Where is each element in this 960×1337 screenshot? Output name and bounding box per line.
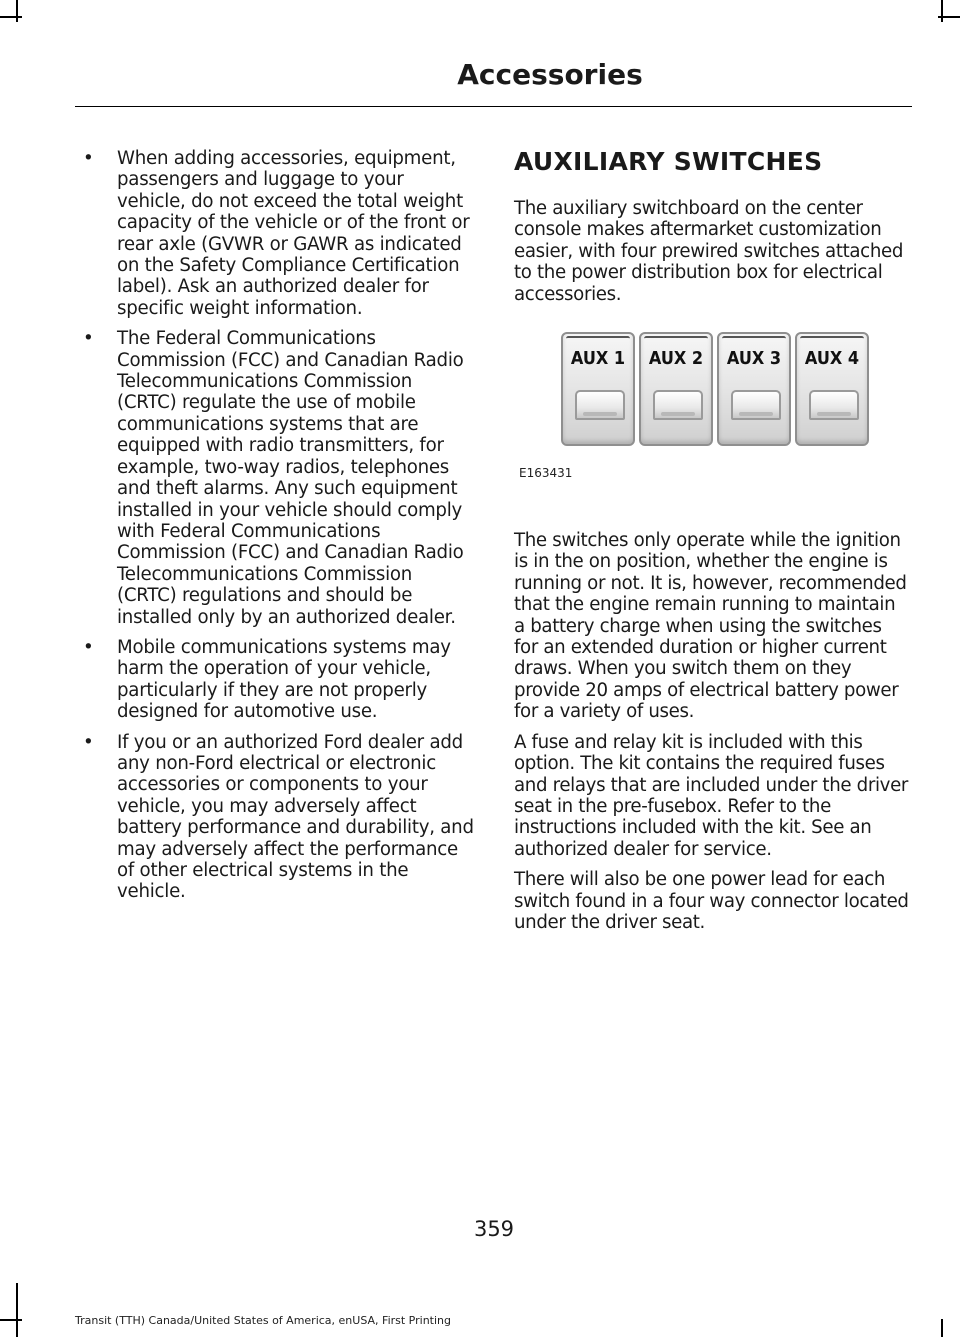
bullet-item [62,732,476,903]
aux-switch-4 [795,332,869,446]
rocker-icon [575,390,625,420]
bullet-item [62,148,476,319]
body-paragraph: There will also be one power lead for each switch found in a four way connector located under the driver seat. [514,869,909,933]
crop-mark-bottom-right-v [941,1319,943,1337]
bullet-list [62,148,476,903]
page-number: 359 [473,1217,515,1241]
bullet-dot: • [83,731,94,753]
crop-mark-top-left-h [0,16,22,18]
crop-mark-bottom-left-h [0,1319,22,1321]
crop-mark-top-right-h [938,16,960,18]
bullet-item [62,637,476,723]
page-header-title: Accessories [457,58,643,91]
left-column [62,148,476,912]
crop-mark-bottom-left-v [16,1283,18,1337]
switch-row [561,332,873,450]
crop-mark-top-left-v [16,0,18,22]
switch-label: AUX 3 [726,349,782,370]
figure-id: E163431 [519,466,573,481]
intro-paragraph: The auxiliary switchboard on the center console makes aftermarket customization easier, with four prewired switches attached to the power distribution box for electrical accessories. [514,198,904,305]
aux-switch-2 [639,332,713,446]
section-title: AUXILIARY SWITCHES [514,147,823,176]
aux-switch-3 [717,332,791,446]
bullet-text: The Federal Communications Commission (FCC) and Canadian Radio Telecommunications Commission (CRTC) regulate the use of mobile communications systems that are equipped with radio transmitters, for example, two-way radios, telephones and theft alarms. Any such equipment installed in your vehicle should comply with Federal Communications Commission (FCC) and Canadian Radio Telecommunications Commission (CRTC) regulations and should be installed only by an authorized dealer. [117,328,464,628]
bullet-dot: • [83,148,94,169]
rocker-icon [731,390,781,420]
switch-label: AUX 2 [648,349,704,370]
aux-switch-1 [561,332,635,446]
body-paragraph: A fuse and relay kit is included with this option. The kit contains the required fuses and relays that are included under the driver seat in the pre-fusebox. Refer to the instructions included with the kit. See an authorized dealer for service. [514,731,909,860]
bullet-text: Mobile communications systems may harm the operation of your vehicle, particularly if they are not properly designed for automotive use. [117,636,451,723]
crop-mark-top-right-v [941,0,943,22]
bullet-dot: • [83,328,94,350]
bullet-dot: • [83,636,94,658]
aux-switches-figure [514,322,910,520]
bullet-text: If you or an authorized Ford dealer add any non-Ford electrical or electronic accessories or components to your vehicle, you may adversely affect battery performance and durability, and may adversely affect the performance of other electrical systems in the vehicle. [117,731,474,903]
bullet-item [62,328,476,628]
body-paragraph: The switches only operate while the ignition is in the on position, whether the engine is running or not. It is, however, recommended that the engine remain running to maintain a battery charge when using the switches for an extended duration or higher current draws. When you switch them on they provide 20 amps of electrical battery power for a variety of uses. [514,530,907,723]
rocker-icon [809,390,859,420]
rocker-icon [653,390,703,420]
switch-label: AUX 4 [804,349,860,370]
bullet-text: When adding accessories, equipment, passengers and luggage to your vehicle, do not exceed the total weight capacity of the vehicle or of the front or rear axle (GVWR or GAWR as indicated on the Safety Compliance Certification label). Ask an authorized dealer for specific weight information. [117,148,470,319]
right-column [514,146,910,942]
switch-label: AUX 1 [570,349,626,370]
header-rule [75,106,912,107]
footer-text: Transit (TTH) Canada/United States of America, enUSA, First Printing [75,1314,451,1327]
